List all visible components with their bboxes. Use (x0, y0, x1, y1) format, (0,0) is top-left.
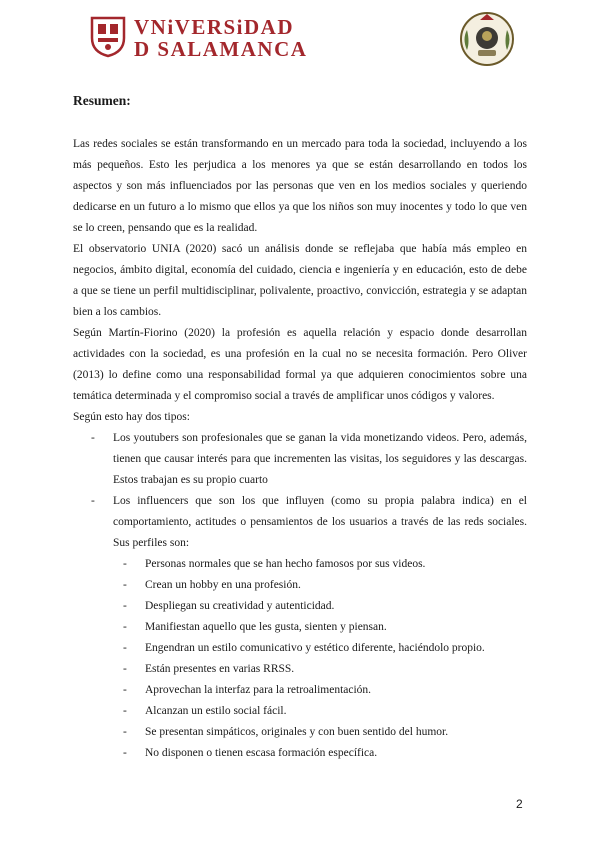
list-item-text: Los influencers que son los que influyen (como su propia palabra indica) en el comportamiento, actitudes o pensamientos de los usuarios a través de las reds sociales. Sus perfiles son: (113, 495, 527, 549)
paragraph: Las redes sociales se están transformando en un mercado para toda la sociedad, incluyendo a los más pequeños. Esto les perjudica a los menores ya que se están desarrollando en todos los aspectos y son más influenciados por las personas que ven en los medios sociales y queriendo dedicarse en un futuro a lo mismo que ellos ya que los niños son muy inocentes y todo lo que ven se lo creen, pensando que es la realidad. (73, 138, 527, 234)
list-item: - Alcanzan un estilo social fácil. (145, 701, 527, 722)
list-item: - Manifiestan aquello que les gusta, sienten y piensan. (145, 617, 527, 638)
list-item: - Se presentan simpáticos, originales y con buen sentido del humor. (145, 722, 527, 743)
list-item: - No disponen o tienen escasa formación específica. (145, 743, 527, 764)
types-list (73, 428, 527, 764)
list-item (113, 491, 527, 764)
profiles-list (113, 554, 527, 764)
faculty-seal-icon (458, 10, 516, 73)
paragraph: El observatorio UNIA (2020) sacó un análisis donde se reflejaba que había más empleo en negocios, ámbito digital, economía del cuidado, ciencia e ingeniería y en educación, esto de debe a que se tiene un perfil multidisciplinar, polivalente, proactivo, convicción, estrategia y se adaptan bien a los cambios. (73, 243, 527, 318)
university-name-line1: VNiVERSiDAD (134, 15, 295, 39)
paragraph: Según esto hay dos tipos: (73, 411, 190, 423)
list-item: - Aprovechan la interfaz para la retroalimentación. (145, 680, 527, 701)
list-item: - Personas normales que se han hecho famosos por sus videos. (145, 554, 527, 575)
university-name-line2: D SALAMANCA (134, 37, 308, 61)
list-item: - Crean un hobby en una profesión. (145, 575, 527, 596)
university-crest-icon (88, 14, 128, 58)
list-item: - Engendran un estilo comunicativo y estético diferente, haciéndolo propio. (145, 638, 527, 659)
page-header (0, 0, 600, 70)
section-heading: Resumen: (73, 93, 131, 108)
list-item: - Despliegan su creatividad y autenticidad. (145, 596, 527, 617)
university-name (134, 16, 307, 60)
page-number: 2 (516, 797, 523, 811)
paragraph: Según Martín-Fiorino (2020) la profesión es aquella relación y espacio donde desarrollan actividades con la sociedad, es una profesión en la cual no se necesita formación. Pero Oliver (2013) lo define como una responsabilidad formal ya que adquieren conocimientos sobre una temática determinada y el compromiso social a través de amplificar unos códigos y valores. (73, 327, 527, 402)
document-body (73, 92, 527, 764)
list-item: - Están presentes en varias RRSS. (145, 659, 527, 680)
list-item: - Los youtubers son profesionales que se ganan la vida monetizando videos. Pero, además, tienen que causar interés para que incrementen las visitas, los seguidores y las descargas. Estos trabajan es su propio cuarto (113, 428, 527, 491)
